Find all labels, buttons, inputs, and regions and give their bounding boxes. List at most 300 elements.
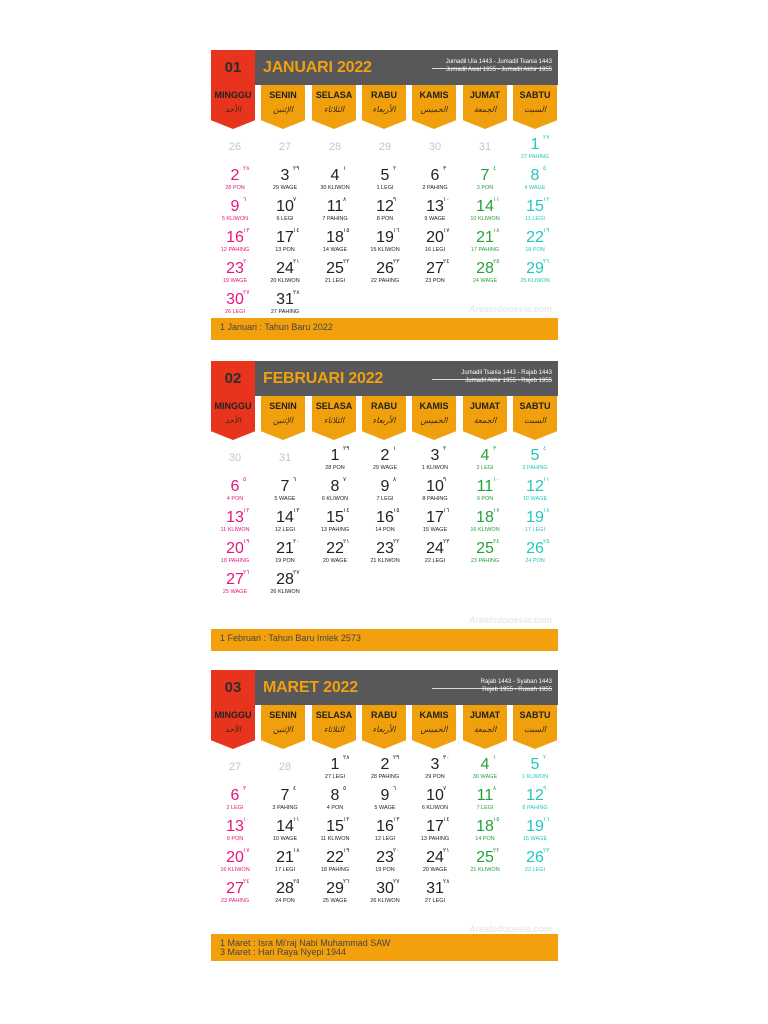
date-number: 28 [278,761,292,773]
date-cell[interactable] [215,196,265,227]
pasaran-label: 7 PAHING [322,216,348,222]
weekday-senin [261,705,305,749]
date-number: 5 [530,756,540,773]
hijri-date: ٢٦ [543,258,550,265]
date-number: 26 [526,849,544,866]
pasaran-label: 10 WAGE [522,496,548,502]
date-number: 14 [276,509,294,526]
weekday-label: SENIN [269,710,297,720]
date-cell[interactable] [415,134,465,165]
date-cell[interactable] [215,785,265,816]
date-cell[interactable] [365,538,415,569]
date-number: 9 [380,478,390,495]
hijri-date: ٢٣ [443,538,450,545]
date-cell[interactable] [515,258,565,289]
date-cell[interactable] [265,134,315,165]
hijri-line-2: Jumadil Akhir 1955 - Rajeb 1955 [465,378,552,384]
date-cell[interactable] [465,816,515,847]
date-cell[interactable] [315,816,365,847]
weekday-label: MINGGU [214,710,252,720]
pasaran-label: 3 PAHING [522,465,548,471]
weekday-kamis [412,85,456,129]
date-number: 25 [476,849,494,866]
date-number: 26 [228,141,242,153]
hijri-line-2: Jumadil Awal 1955 - Jumadil Akhir 1955 [446,67,552,73]
hijri-date: ٩ [443,476,447,483]
date-cell[interactable] [315,785,365,816]
date-cell[interactable] [415,878,465,909]
date-cell[interactable] [415,847,465,878]
hijri-date: ١٦ [543,816,550,823]
date-number: 13 [226,509,244,526]
weekday-jumat [463,85,507,129]
hijri-date: ٦ [293,476,297,483]
holiday-note: 1 Januari : Tahun Baru 2022 [220,322,333,332]
hijri-date: ٣ [243,785,247,792]
date-number: 16 [376,509,394,526]
pasaran-label: 2 LEGI [476,465,494,471]
date-number: 20 [426,229,444,246]
hijri-date: ١٥ [343,227,350,234]
month-header [211,361,558,396]
hijri-range [481,678,552,694]
date-cell[interactable] [415,538,465,569]
pasaran-label: 21 KLIWON [470,867,500,873]
weekday-arabic-label: الأربعاء [372,416,396,425]
weekday-label: MINGGU [214,401,252,411]
hijri-date: ٣٠ [443,754,450,761]
date-cell[interactable] [365,165,415,196]
pasaran-label: 5 WAGE [274,496,296,502]
date-number: 15 [326,509,344,526]
pasaran-label: 18 PAHING [220,558,250,564]
date-cell[interactable] [265,538,315,569]
date-cell[interactable] [265,816,315,847]
date-cell[interactable] [465,258,515,289]
weekday-header-row [211,396,558,441]
hijri-date: ٢٣ [393,258,400,265]
pasaran-label: 8 PON [376,216,394,222]
date-cell[interactable] [265,569,315,600]
date-cell[interactable] [265,258,315,289]
hijri-date: ١ [343,165,347,172]
date-cell[interactable] [215,227,265,258]
date-cell[interactable] [415,785,465,816]
hijri-date: ٦ [393,785,397,792]
date-cell[interactable] [415,754,465,785]
date-cell[interactable] [415,476,465,507]
date-cell[interactable] [365,476,415,507]
pasaran-label: 27 LEGI [324,774,346,780]
date-cell[interactable] [365,445,415,476]
date-cell[interactable] [315,507,365,538]
weekday-label: JUMAT [469,90,501,100]
date-cell[interactable] [515,754,565,785]
date-number: 26 [376,260,394,277]
watermark: AreaIndonesia.com [468,615,552,625]
date-number: 7 [280,787,290,804]
hijri-date: ٢١ [293,258,300,265]
date-cell[interactable] [265,289,315,320]
weekday-rabu [362,705,406,749]
date-number: 22 [326,849,344,866]
date-number: 21 [276,849,294,866]
hijri-range [446,58,552,74]
hijri-date: ٢٧ [393,878,400,885]
pasaran-label: 4 WAGE [524,185,546,191]
weekday-label: KAMIS [419,710,449,720]
month-name: MARET 2022 [263,679,358,696]
date-cell[interactable] [515,847,565,878]
hijri-date: ١٥ [493,816,500,823]
date-cell[interactable] [315,258,365,289]
date-cell[interactable] [215,445,265,476]
weekday-minggu [211,705,255,749]
date-cell[interactable] [365,847,415,878]
date-cell[interactable] [265,878,315,909]
hijri-date: ٣ [493,445,497,452]
date-cell[interactable] [215,507,265,538]
hijri-date: ١٨ [543,507,550,514]
pasaran-label: 5 KLIWON [221,216,249,222]
date-cell[interactable] [465,134,515,165]
weekday-kamis [412,705,456,749]
date-number: 15 [526,198,544,215]
hijri-date: ٢٩ [293,165,300,172]
weekday-minggu [211,396,255,440]
date-cell[interactable] [265,754,315,785]
date-cell[interactable] [515,816,565,847]
date-cell[interactable] [265,785,315,816]
pasaran-label: 20 WAGE [322,558,348,564]
date-cell[interactable] [465,227,515,258]
hijri-date: ٢٥ [493,258,500,265]
pasaran-label: 7 LEGI [376,496,394,502]
pasaran-label: 7 LEGI [476,805,494,811]
date-cell[interactable] [365,878,415,909]
weekday-arabic-label: السبت [523,725,547,734]
date-number: 31 [478,141,492,153]
hijri-date: ٢٤ [443,258,450,265]
date-number: 29 [326,880,344,897]
date-cell[interactable] [415,258,465,289]
hijri-date: ٢٨ [443,878,450,885]
weekday-arabic-label: السبت [523,105,547,114]
hijri-date: ١١ [293,816,300,823]
date-cell[interactable] [215,754,265,785]
date-number: 28 [276,571,294,588]
pasaran-label: 9 PON [476,496,494,502]
weekday-selasa [312,85,356,129]
date-cell[interactable] [465,507,515,538]
date-number: 24 [276,260,294,277]
date-cell[interactable] [515,507,565,538]
pasaran-label: 23 PON [425,278,445,284]
date-number: 28 [476,260,494,277]
date-cell[interactable] [415,165,465,196]
date-cell[interactable] [265,445,315,476]
pasaran-label: 3 PON [476,185,494,191]
weekday-label: SELASA [315,90,353,100]
date-cell[interactable] [315,878,365,909]
weekday-selasa [312,705,356,749]
date-cell[interactable] [465,847,515,878]
date-cell[interactable] [515,538,565,569]
date-cell[interactable] [415,445,465,476]
weekday-label: SABTU [519,710,551,720]
holiday-note: 1 Februari : Tahun Baru Imlek 2573 [220,633,361,643]
hijri-date: ١٠ [243,816,250,823]
date-number: 22 [326,540,344,557]
hijri-date: ٢٦ [243,569,250,576]
hijri-date: ٢٩ [343,445,350,452]
date-number: 29 [526,260,544,277]
weekday-label: KAMIS [419,90,449,100]
date-number: 18 [476,509,494,526]
pasaran-label: 15 WAGE [422,527,448,533]
weekday-label: RABU [371,90,397,100]
hijri-date: ٤ [493,165,497,172]
date-cell[interactable] [465,165,515,196]
pasaran-label: 17 LEGI [274,867,296,873]
date-number: 27 [226,880,244,897]
pasaran-label: 9 WAGE [424,216,446,222]
weekday-senin [261,396,305,440]
date-number: 28 [328,141,342,153]
holiday-notes [220,634,361,643]
date-cell[interactable] [215,476,265,507]
date-number: 3 [280,167,290,184]
date-cell[interactable] [215,165,265,196]
date-number: 9 [230,198,240,215]
date-number: 31 [278,452,292,464]
date-number: 14 [276,818,294,835]
hijri-date: ٢٨ [293,289,300,296]
date-cell[interactable] [365,785,415,816]
date-cell[interactable] [265,165,315,196]
date-cell[interactable] [365,134,415,165]
date-number: 10 [426,478,444,495]
month-panel-2 [211,361,558,651]
date-cell[interactable] [365,196,415,227]
weekday-arabic-label: الجمعة [473,725,497,734]
date-number: 2 [230,167,240,184]
month-panel-3 [211,670,558,960]
date-cell[interactable] [515,445,565,476]
pasaran-label: 12 PAHING [220,247,250,253]
pasaran-label: 18 PAHING [320,867,350,873]
date-number: 2 [380,756,390,773]
hijri-date: ١٦ [393,227,400,234]
weekday-selasa [312,396,356,440]
hijri-date: ١٩ [343,847,350,854]
date-number: 21 [276,540,294,557]
weekday-senin [261,85,305,129]
month-name: FEBRUARI 2022 [263,370,384,387]
date-cell[interactable] [215,816,265,847]
date-number: 11 [326,198,344,215]
date-cell[interactable] [515,785,565,816]
pasaran-label: 29 WAGE [372,465,398,471]
date-number: 1 [330,756,340,773]
pasaran-label: 26 KLIWON [370,898,400,904]
date-number: 19 [526,818,544,835]
pasaran-label: 14 PON [375,527,395,533]
date-number: 27 [226,571,244,588]
hijri-date: ١٣ [293,507,300,514]
hijri-date: ١٥ [393,507,400,514]
date-cell[interactable] [265,507,315,538]
date-number: 17 [426,509,444,526]
date-cell[interactable] [465,754,515,785]
hijri-date: ٢٤ [243,878,250,885]
hijri-date: ١٨ [493,227,500,234]
hijri-date: ١٣ [393,816,400,823]
hijri-date: ١٤ [343,507,350,514]
date-cell[interactable] [365,507,415,538]
date-number: 30 [228,452,242,464]
date-cell[interactable] [415,507,465,538]
weekday-arabic-label: السبت [523,416,547,425]
date-cell[interactable] [265,476,315,507]
date-cell[interactable] [315,754,365,785]
date-number: 29 [378,141,392,153]
date-number: 27 [278,141,292,153]
weekday-sabtu [513,85,557,129]
date-cell[interactable] [315,196,365,227]
date-cell[interactable] [215,878,265,909]
weekday-arabic-label: الثلاثاء [323,105,345,114]
hijri-date: ٨ [393,476,397,483]
weekday-arabic-label: الخميس [420,416,448,425]
hijri-line-1: Rajab 1443 - Syaban 1443 [480,679,552,685]
date-number: 6 [230,787,240,804]
date-cell[interactable] [365,816,415,847]
date-number: 31 [426,880,444,897]
date-cell[interactable] [415,196,465,227]
date-number: 1 [530,136,540,153]
weekday-label: RABU [371,401,397,411]
date-cell[interactable] [265,227,315,258]
weekday-arabic-label: الأحد [225,105,241,114]
hijri-date: ٢١ [443,847,450,854]
pasaran-label: 30 KLIWON [320,185,350,191]
pasaran-label: 30 WAGE [472,774,498,780]
pasaran-label: 28 PON [325,465,345,471]
hijri-date: ٤ [293,785,297,792]
date-cell[interactable] [215,538,265,569]
date-number: 30 [376,880,394,897]
date-number: 6 [230,478,240,495]
date-cell[interactable] [415,227,465,258]
weekday-label: JUMAT [469,401,501,411]
pasaran-label: 20 WAGE [422,867,448,873]
weekday-label: SABTU [519,90,551,100]
date-cell[interactable] [315,847,365,878]
date-cell[interactable] [515,476,565,507]
date-cell[interactable] [365,754,415,785]
date-cell[interactable] [315,165,365,196]
date-cell[interactable] [365,258,415,289]
weekday-arabic-label: الإثنين [273,416,293,425]
hijri-date: ١٧ [243,847,250,854]
date-cell[interactable] [465,196,515,227]
date-cell[interactable] [215,569,265,600]
pasaran-label: 19 PON [375,867,395,873]
month-number: 02 [211,361,255,396]
date-cell[interactable] [215,847,265,878]
date-number: 6 [430,167,440,184]
pasaran-label: 11 LEGI [525,216,545,222]
date-number: 4 [330,167,340,184]
date-cell[interactable] [215,289,265,320]
date-number: 14 [476,198,494,215]
pasaran-label: 23 PAHING [220,898,250,904]
date-number: 16 [226,229,244,246]
date-cell[interactable] [215,134,265,165]
date-cell[interactable] [465,445,515,476]
pasaran-label: 28 PON [225,185,245,191]
date-cell[interactable] [365,227,415,258]
watermark: AreaIndonesia.com [468,924,552,934]
date-cell[interactable] [215,258,265,289]
date-cell[interactable] [515,134,565,165]
date-number: 24 [426,540,444,557]
date-number: 25 [476,540,494,557]
date-number: 13 [226,818,244,835]
date-cell[interactable] [265,847,315,878]
date-cell[interactable] [465,785,515,816]
pasaran-label: 22 LEGI [524,867,546,873]
hijri-date: ٢٤ [493,538,500,545]
hijri-date: ١٤ [443,816,450,823]
date-cell[interactable] [415,816,465,847]
date-number: 23 [376,540,394,557]
pasaran-label: 3 PAHING [272,805,298,811]
hijri-date: ٢٨ [243,165,250,172]
weekday-label: SENIN [269,90,297,100]
pasaran-label: 11 KLIWON [320,836,350,842]
weekday-label: SELASA [315,710,353,720]
date-number: 19 [526,509,544,526]
date-cell[interactable] [315,227,365,258]
weekday-header-row [211,85,558,130]
date-number: 30 [226,291,244,308]
pasaran-label: 23 PAHING [470,558,500,564]
hijri-date: ٧ [443,785,447,792]
date-cell[interactable] [465,476,515,507]
weekday-arabic-label: الأربعاء [372,725,396,734]
month-header [211,670,558,705]
pasaran-label: 10 WAGE [272,836,298,842]
pasaran-label: 25 KLIWON [520,278,550,284]
date-cell[interactable] [315,476,365,507]
holiday-notes-bar [211,934,558,961]
date-cell[interactable] [265,196,315,227]
pasaran-label: 10 KLIWON [470,216,500,222]
date-cell[interactable] [465,538,515,569]
hijri-date: ٧ [343,476,347,483]
pasaran-label: 26 KLIWON [270,589,300,595]
date-cell[interactable] [315,538,365,569]
date-grid [211,754,558,934]
date-cell[interactable] [315,445,365,476]
date-cell[interactable] [315,134,365,165]
date-cell[interactable] [515,196,565,227]
date-cell[interactable] [515,227,565,258]
date-cell[interactable] [515,165,565,196]
weekday-arabic-label: الأحد [225,416,241,425]
